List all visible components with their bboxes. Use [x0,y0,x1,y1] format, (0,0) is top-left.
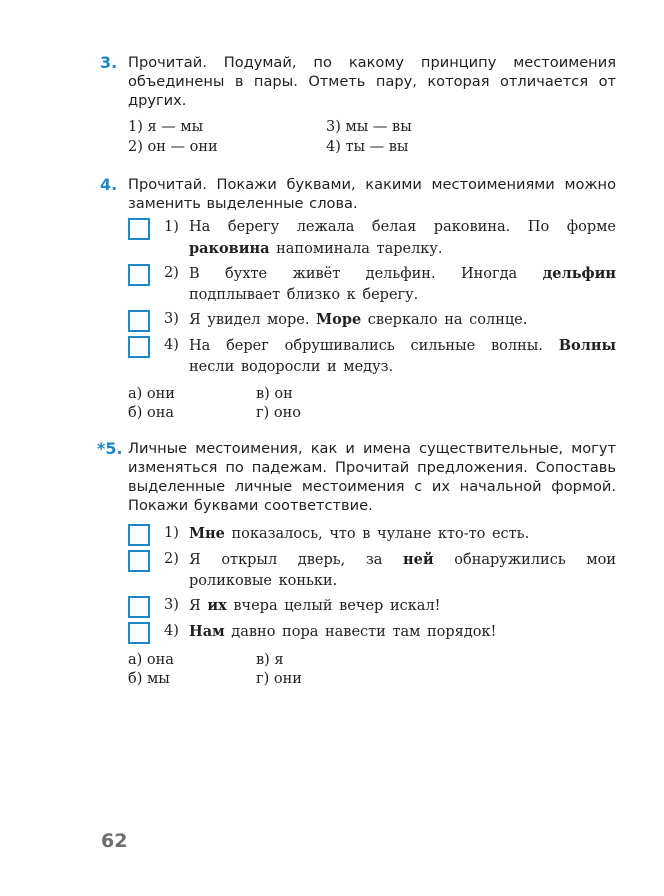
pronoun-option: а) они [128,386,175,402]
pair-option[interactable]: 2) он — они [128,139,218,155]
highlighted-word: Нам [189,623,225,640]
sentence: 1) Мне показалось, что в чулане кто-то есть. [164,525,530,542]
page-number: 62 [101,830,128,852]
answer-checkbox[interactable] [128,264,150,286]
sentence: 3) Я их вчера целый вечер искал! [164,597,441,614]
answer-checkbox[interactable] [128,310,150,332]
highlighted-word: ней [403,551,434,568]
answer-checkbox[interactable] [128,218,150,240]
pronoun-option: а) она [128,652,174,668]
pair-option[interactable]: 3) мы — вы [326,119,412,135]
answer-checkbox[interactable] [128,550,150,572]
sentence: 4) На берег обрушивались сильные волны. Волны несли водоросли и медуз. [164,337,616,375]
task-instruction: Прочитай. Покажи буквами, какими местоимениями можно заменить выделенные слова. [128,176,616,212]
highlighted-word: дельфин [542,265,616,282]
sentence: 1) На берегу лежала белая раковина. По форме раковина напоминала тарелку. [164,219,616,257]
answer-checkbox[interactable] [128,524,150,546]
highlighted-word: раковина [189,240,270,257]
task-3 [100,53,616,110]
task-5 [97,439,616,515]
highlighted-word: Волны [558,337,616,354]
answer-checkbox[interactable] [128,336,150,358]
pronoun-option: б) мы [128,671,170,687]
task-instruction: Личные местоимения, как и имена существительные, могут изменяться по падежам. Прочитай предложения. Сопоставь выделенные личные местоимения с их начальной формой. Покажи буквами соответствие. [128,440,616,514]
task-4 [100,175,616,213]
highlighted-word: их [207,597,227,614]
task-number: *5. [97,439,123,458]
pronoun-option: в) он [256,386,293,402]
sentence: 2) В бухте живёт дельфин. Иногда дельфин подплывает близко к берегу. [164,265,616,303]
pair-option[interactable]: 4) ты — вы [326,139,409,155]
pronoun-option: г) они [256,671,302,687]
task-number: 3. [100,53,118,72]
pronoun-option: г) оно [256,405,301,421]
highlighted-word: Море [316,311,362,328]
task-number: 4. [100,175,118,194]
pronoun-option: в) я [256,652,284,668]
answer-checkbox[interactable] [128,596,150,618]
task-instruction: Прочитай. Подумай, по какому принципу местоимения объединены в пары. Отметь пару, которая отличается от других. [128,54,616,109]
sentence: 4) Нам давно пора навести там порядок! [164,623,497,640]
pair-option[interactable]: 1) я — мы [128,119,204,135]
highlighted-word: Мне [189,525,225,542]
pronoun-option: б) она [128,405,175,421]
sentence: 3) Я увидел море. Море сверкало на солнце. [164,311,528,328]
answer-checkbox[interactable] [128,622,150,644]
sentence: 2) Я открыл дверь, за ней обнаружились мои роликовые коньки. [164,551,616,589]
